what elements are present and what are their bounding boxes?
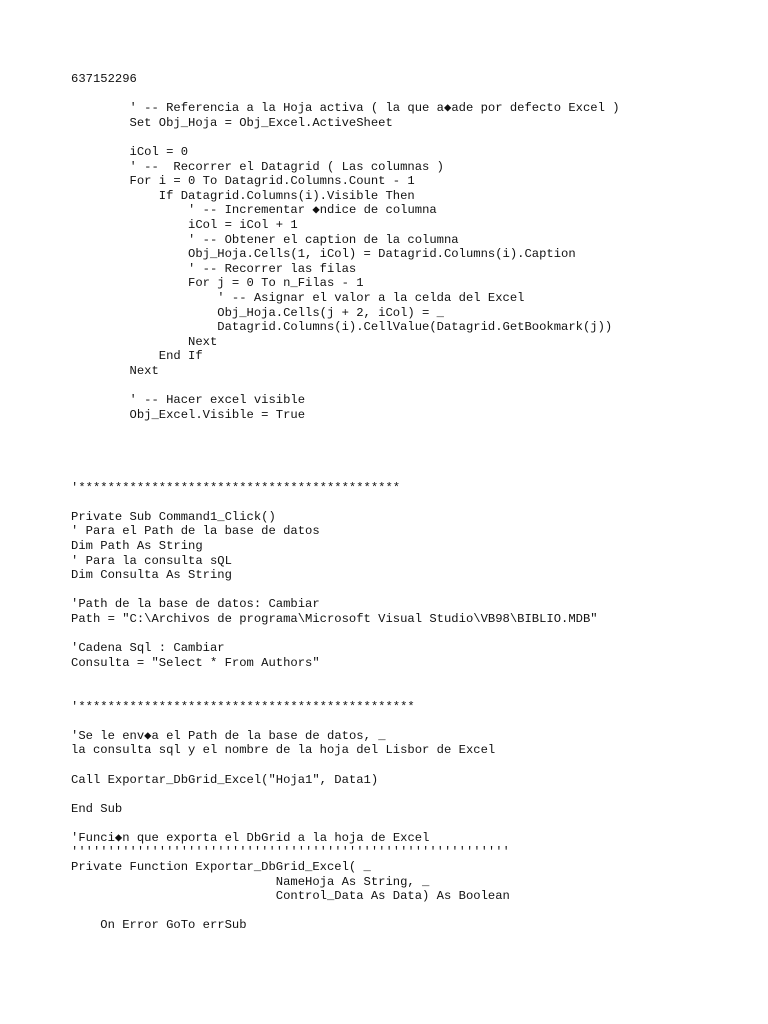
code-line: ' Para la consulta sQL [71, 553, 232, 568]
code-listing [71, 72, 620, 933]
code-line: Dim Consulta As String [71, 568, 232, 583]
code-line: NameHoja As String, _ [71, 874, 430, 889]
code-line: Call Exportar_DbGrid_Excel("Hoja1", Data1) [71, 772, 379, 787]
code-line: la consulta sql y el nombre de la hoja del Lisbor de Excel [71, 743, 496, 758]
code-line [71, 87, 620, 102]
code-line: 637152296 [71, 72, 137, 86]
code-line: Set Obj_Hoja = Obj_Excel.ActiveSheet [71, 115, 393, 130]
code-line: Obj_Hoja.Cells(j + 2, iCol) = _ [71, 305, 444, 320]
code-line: ' -- Incrementar ◆ndice de columna [71, 203, 437, 218]
code-line: If Datagrid.Columns(i).Visible Then [71, 188, 415, 203]
code-line: Datagrid.Columns(i).CellValue(Datagrid.GetBookmark(j)) [71, 320, 613, 335]
code-line: ' -- Hacer excel visible [71, 393, 306, 408]
code-line: 'Cadena Sql : Cambiar [71, 641, 225, 656]
code-line [71, 378, 620, 393]
code-line: For i = 0 To Datagrid.Columns.Count - 1 [71, 174, 415, 189]
code-line [71, 816, 620, 831]
code-line: Private Function Exportar_DbGrid_Excel( _ [71, 860, 371, 875]
code-line [71, 714, 620, 729]
code-line [71, 583, 620, 598]
code-line: 'Se le env◆a el Path de la base de datos, _ [71, 728, 386, 743]
code-line [71, 787, 620, 802]
code-line [71, 904, 620, 919]
code-line [71, 670, 620, 685]
code-line [71, 495, 620, 510]
code-line [71, 451, 620, 466]
code-line [71, 130, 620, 145]
code-line: End If [71, 349, 203, 364]
code-line [71, 758, 620, 773]
code-line: ' -- Asignar el valor a la celda del Excel [71, 290, 525, 305]
code-line: ' -- Recorrer las filas [71, 261, 357, 276]
code-line: Next [71, 334, 218, 349]
code-line: Path = "C:\Archivos de programa\Microsoft Visual Studio\VB98\BIBLIO.MDB" [71, 611, 598, 626]
code-line: Private Sub Command1_Click() [71, 509, 276, 524]
code-line: ' -- Obtener el caption de la columna [71, 232, 459, 247]
code-line: '******************************************** [71, 480, 401, 495]
code-line: End Sub [71, 801, 123, 816]
code-line [71, 685, 620, 700]
code-line: On Error GoTo errSub [71, 918, 247, 933]
code-line [71, 422, 620, 437]
code-line: 'Funci◆n que exporta el DbGrid a la hoja de Excel [71, 830, 430, 845]
code-line: '********************************************** [71, 699, 415, 714]
code-line: 'Path de la base de datos: Cambiar [71, 597, 320, 612]
code-line: Consulta = "Select * From Authors" [71, 655, 320, 670]
code-line [71, 627, 620, 642]
code-line: Obj_Hoja.Cells(1, iCol) = Datagrid.Columns(i).Caption [71, 247, 576, 262]
code-line: iCol = 0 [71, 144, 189, 159]
code-line: ' -- Referencia a la Hoja activa ( la que a◆ade por defecto Excel ) [71, 101, 620, 116]
code-line: Control_Data As Data) As Boolean [71, 889, 510, 904]
code-line: '''''''''''''''''''''''''''''''''''''''''''''''''''''''''''' [71, 845, 510, 860]
code-line: ' Para el Path de la base de datos [71, 524, 320, 539]
code-line: ' -- Recorrer el Datagrid ( Las columnas ) [71, 159, 444, 174]
code-line [71, 437, 620, 452]
code-line: Next [71, 363, 159, 378]
code-line [71, 466, 620, 481]
code-line: Obj_Excel.Visible = True [71, 407, 306, 422]
code-line: iCol = iCol + 1 [71, 217, 298, 232]
code-line: For j = 0 To n_Filas - 1 [71, 276, 364, 291]
code-line: Dim Path As String [71, 539, 203, 553]
